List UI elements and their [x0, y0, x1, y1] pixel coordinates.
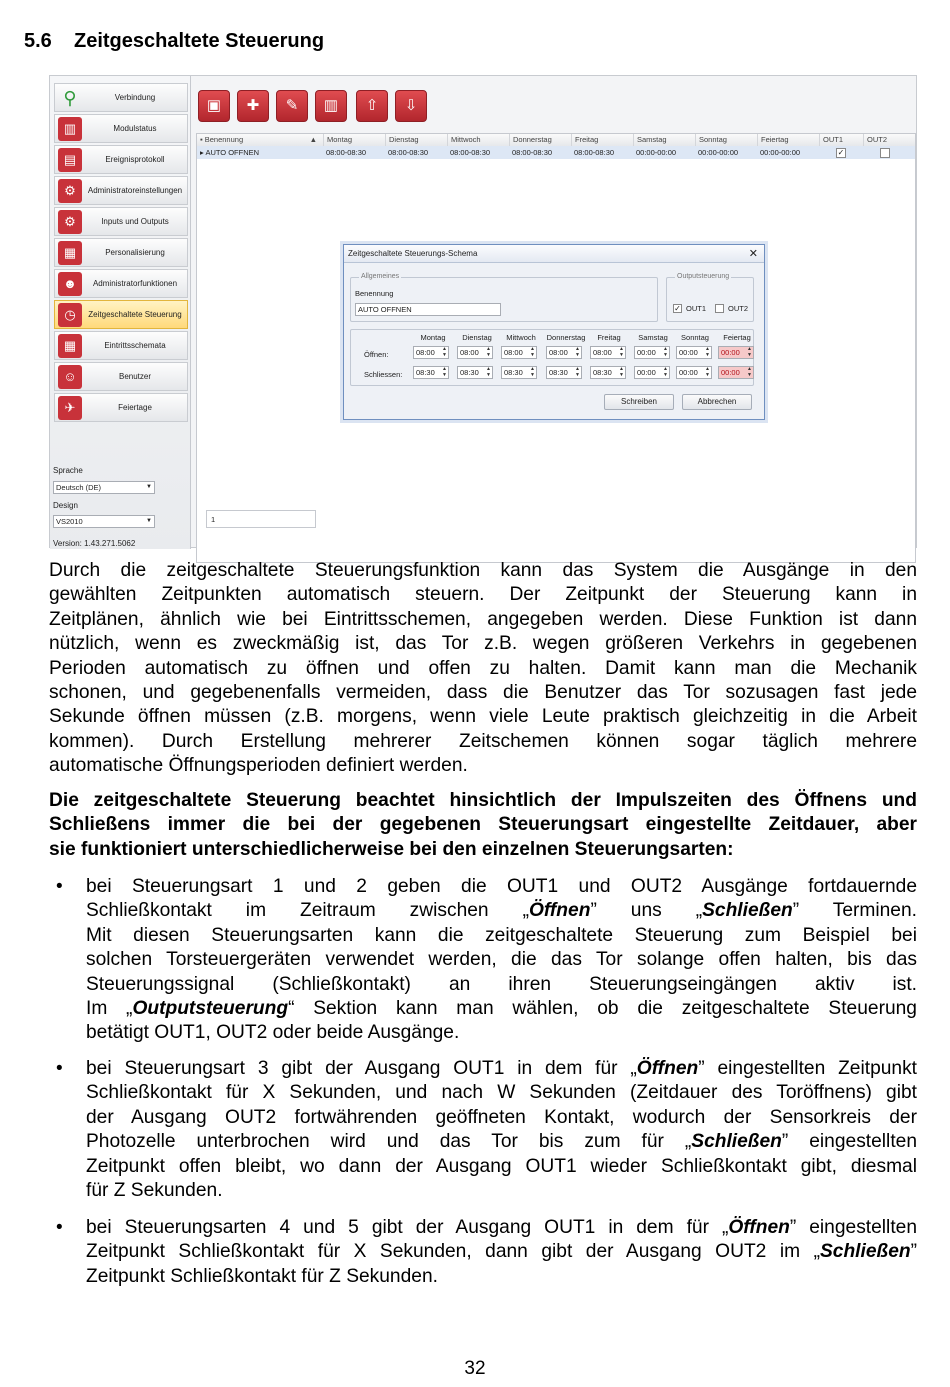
- open-time-input[interactable]: [634, 346, 670, 359]
- text-run: bei Steuerungsarten 4 und 5 gibt der Ausgang OUT1 in dem für „: [86, 1217, 729, 1238]
- row-name-cell: ▸ AUTO OFFNEN: [200, 148, 260, 157]
- text-line: sie funktioniert unterschiedlicherweise bei den einzelnen Steuerungsarten:: [49, 838, 734, 860]
- nav-item-personalisierung[interactable]: [54, 238, 188, 267]
- open-time-input[interactable]: [676, 346, 712, 359]
- cell-out2: [877, 146, 890, 159]
- general-fieldset: [350, 273, 658, 322]
- nav-item-administratorfunktionen[interactable]: [54, 269, 188, 298]
- emphasis: Öffnen: [636, 1058, 699, 1079]
- user-search-icon: ☻: [58, 272, 82, 296]
- column-header[interactable]: Freitag: [571, 134, 633, 146]
- emphasis: Schließen: [691, 1131, 782, 1153]
- nav-label: Eintrittsschemata: [104, 341, 166, 350]
- users-icon: ☺: [58, 365, 82, 389]
- text-run: Zeitpunkt Schließkontakt für X Sekunden, dann gibt der Ausgang OUT2 im „: [86, 1241, 820, 1263]
- version-text: Version: 1.43.271.5062: [53, 539, 136, 548]
- column-header[interactable]: Sonntag: [695, 134, 757, 146]
- time-value: 08:00: [460, 348, 479, 357]
- open-time-input[interactable]: [457, 346, 493, 359]
- cell-feiertag: 00:00-00:00: [760, 148, 801, 157]
- day-header: Montag: [420, 333, 446, 342]
- spinner-icon[interactable]: ▲ ▼: [619, 346, 624, 358]
- out2-checkbox[interactable]: [715, 304, 724, 313]
- time-value: 08:30: [593, 368, 612, 377]
- column-header[interactable]: ▪ Benennung ▲: [200, 135, 317, 144]
- usb-icon: ⚲: [63, 88, 77, 108]
- section-number: 5.6: [24, 30, 52, 52]
- column-header[interactable]: Samstag: [633, 134, 695, 146]
- bullet-item-2: [86, 1057, 917, 1203]
- language-select[interactable]: [53, 481, 155, 494]
- text-line: Zeitpunkt offen bleibt, wo dann der Ausgang OUT1 wieder Schließkontakt gibt, diesmal: [86, 1155, 917, 1177]
- time-value: 00:00: [637, 348, 656, 357]
- cell-sonntag: 00:00-00:00: [698, 148, 739, 157]
- time-value: 08:00: [504, 348, 523, 357]
- close-time-input[interactable]: [413, 366, 449, 379]
- spinner-icon[interactable]: ▲ ▼: [486, 366, 491, 378]
- nav-item-administratoreinstellungen[interactable]: [54, 176, 188, 205]
- holiday-icon: ✈: [58, 396, 82, 420]
- text-line: Sekunde öffnen müssen (z.B. morgens, wenn viele Leute praktisch gleichzeitig in die Arbeit: [49, 706, 917, 728]
- bullet-icon: •: [56, 876, 63, 897]
- out2-checkbox[interactable]: [880, 148, 890, 158]
- column-header[interactable]: Dienstag: [385, 134, 447, 146]
- spinner-icon[interactable]: ▲ ▼: [747, 346, 752, 358]
- nav-item-verbindung[interactable]: [54, 83, 188, 112]
- time-value: 08:30: [549, 368, 568, 377]
- close-time-input[interactable]: [634, 366, 670, 379]
- output-legend: Outputsteuerung: [677, 273, 730, 280]
- text-line: Perioden automatisch zu öffnen und offen zu halten. Damit kann man die Mechanik: [49, 657, 917, 679]
- out1-label: OUT1: [686, 304, 707, 313]
- cell-out1: [833, 146, 846, 159]
- open-time-input[interactable]: [413, 346, 449, 359]
- text-line: nützlich, wenn es zweckmäßig ist, das Tor z.B. wegen größeren Verkehrs in gegebenen: [49, 633, 917, 655]
- text-run: ” eingestellten: [789, 1217, 917, 1238]
- bullet-item-3: [86, 1216, 917, 1289]
- nav-label: Modulstatus: [113, 124, 157, 133]
- nav-label: Administratoreinstellungen: [87, 186, 183, 195]
- cell-dienstag: 08:00-08:30: [388, 148, 429, 157]
- text-run: “ Sektion kann man wählen, ob die zeitgeschaltete Steuerung: [288, 998, 917, 1020]
- document-gear-icon: ▦: [58, 241, 82, 265]
- day-header: Sonntag: [681, 333, 709, 342]
- nav-item-zeitgeschaltete-steuerung[interactable]: [54, 300, 188, 329]
- text-line: kommen). Durch Erstellung mehrerer Zeitschemen können sogar täglich mehrere: [49, 730, 917, 752]
- close-time-input[interactable]: [501, 366, 537, 379]
- text-run: Photozelle unterbrochen wird und das Tor bis zum für „: [86, 1131, 692, 1153]
- name-input[interactable]: AUTO OFFNEN: [355, 303, 501, 316]
- spinner-icon[interactable]: ▲ ▼: [442, 366, 447, 378]
- text-run: ” eingestellten: [781, 1131, 917, 1153]
- time-value: 00:00: [637, 368, 656, 377]
- time-value: 00:00: [721, 348, 740, 357]
- nav-label: Administratorfunktionen: [92, 279, 178, 288]
- time-value: 00:00: [679, 348, 698, 357]
- save-button[interactable]: [198, 90, 230, 122]
- nav-item-modulstatus[interactable]: [54, 114, 188, 143]
- time-value: 08:30: [460, 368, 479, 377]
- text-line: gewählten Zeitpunkten automatisch steuern. Der Zeitpunkt der Steuerung kann in: [49, 584, 917, 606]
- spinner-icon[interactable]: ▲ ▼: [530, 366, 535, 378]
- day-header: Samstag: [638, 333, 668, 342]
- nav-label: Inputs und Outputs: [101, 217, 169, 226]
- table-row[interactable]: [197, 146, 915, 159]
- text-line: automatische Öffnungsperioden definiert werden.: [49, 755, 468, 777]
- cancel-button[interactable]: Abbrechen: [682, 394, 752, 410]
- spinner-icon[interactable]: ▲ ▼: [575, 366, 580, 378]
- text-line: Die zeitgeschaltete Steuerung beachtet hinsichtlich der Impulszeiten des Öffnens und: [49, 790, 917, 811]
- spinner-icon[interactable]: ▲ ▼: [705, 346, 710, 358]
- column-header[interactable]: OUT2: [863, 134, 915, 146]
- text-line: solchen Torsteuergeräten verwendet werden, die das Tor solange offen halten, bis das: [86, 949, 917, 971]
- column-header[interactable]: Montag: [323, 134, 385, 146]
- text-line: Zeitplänen, ähnlich wie bei Eintrittsschemen, angegeben werden. Diese Funktion ist dann: [49, 608, 917, 630]
- nav-item-ereignisprotokoll[interactable]: [54, 145, 188, 174]
- calendar-clock-icon: ◷: [58, 303, 82, 327]
- time-value: 08:00: [549, 348, 568, 357]
- upload-icon: ⇧: [365, 97, 379, 114]
- emphasis: Outputsteuerung: [132, 998, 289, 1020]
- out1-checkbox[interactable]: ✓: [674, 304, 681, 313]
- intro-paragraph: [49, 559, 917, 779]
- sort-asc-icon: ▲: [309, 135, 317, 144]
- spinner-icon[interactable]: ▲ ▼: [530, 346, 535, 358]
- cell-mittwoch: 08:00-08:30: [450, 148, 491, 157]
- gears-icon: ⚙: [58, 179, 82, 203]
- text-line: bei Steuerungsart 1 und 2 geben die OUT1 und OUT2 Ausgänge fortdauernde: [86, 876, 917, 897]
- spinner-icon[interactable]: ▲ ▼: [442, 346, 447, 358]
- close-time-input[interactable]: [718, 366, 754, 379]
- gears-icon: ⚙: [58, 210, 82, 234]
- time-value: 08:30: [416, 368, 435, 377]
- nav-label: Benutzer: [118, 372, 152, 381]
- cell-freitag: 08:00-08:30: [574, 148, 615, 157]
- text-line: für Z Sekunden.: [86, 1180, 223, 1202]
- dialog-title: Zeitgeschaltete Steuerungs-Schema: [348, 249, 478, 258]
- emphasis: Öffnen: [528, 900, 591, 922]
- write-button[interactable]: Schreiben: [604, 394, 674, 410]
- time-value: 00:00: [721, 368, 740, 377]
- spinner-icon[interactable]: ▲ ▼: [705, 366, 710, 378]
- bullet-icon: •: [56, 1217, 63, 1238]
- add-button[interactable]: [237, 90, 269, 122]
- text-run: ” eingestellten Zeitpunkt: [698, 1058, 918, 1079]
- output-fieldset: [666, 273, 754, 322]
- nav-item-eintrittsschemata[interactable]: [54, 331, 188, 360]
- name-label: Benennung: [355, 289, 394, 298]
- bar-chart-icon: ▥: [58, 117, 82, 141]
- edit-button[interactable]: [276, 90, 308, 122]
- open-time-input[interactable]: [546, 346, 582, 359]
- text-line: Durch die zeitgeschaltete Steuerungsfunktion kann das System die Ausgänge in den: [49, 560, 917, 581]
- design-value: VS2010: [56, 517, 83, 526]
- download-icon: ⇩: [404, 97, 418, 114]
- open-time-input[interactable]: [590, 346, 626, 359]
- out2-label: OUT2: [728, 304, 749, 313]
- close-time-input[interactable]: [590, 366, 626, 379]
- text-line: Steuerungssignal (Schließkontakt) an ihren Steuerungseingängen aktiv ist.: [86, 973, 917, 995]
- cell-donnerstag: 08:00-08:30: [512, 148, 553, 157]
- general-legend: Allgemeines: [361, 273, 400, 280]
- section-heading: [24, 30, 324, 53]
- row-name: AUTO OFFNEN: [205, 148, 260, 157]
- calendar-icon: ▦: [58, 334, 82, 358]
- text-run: Schließkontakt im Zeitraum zwischen „: [86, 900, 529, 922]
- nav-label: Ereignisprotokoll: [105, 155, 165, 164]
- dialog-titlebar: [344, 245, 764, 263]
- nav-label: Verbindung: [114, 93, 156, 102]
- nav-label: Feiertage: [118, 403, 152, 412]
- time-value: 08:30: [504, 368, 523, 377]
- text-run: bei Steuerungsart 3 gibt der Ausgang OUT1 in dem für „: [86, 1058, 637, 1079]
- emphasis: Öffnen: [728, 1217, 790, 1238]
- bullet-icon: •: [56, 1058, 63, 1079]
- spinner-icon[interactable]: ▲ ▼: [486, 346, 491, 358]
- spinner-icon[interactable]: ▲ ▼: [575, 346, 580, 358]
- open-label: Öffnen:: [364, 350, 389, 359]
- nav-item-feiertage[interactable]: [54, 393, 188, 422]
- text-line: [86, 1240, 917, 1264]
- column-header[interactable]: OUT1: [819, 134, 863, 146]
- emphasis: Schließen: [702, 900, 793, 922]
- upload-button[interactable]: [356, 90, 388, 122]
- trash-icon: ▥: [323, 97, 339, 114]
- close-label: Schliessen:: [364, 370, 403, 379]
- text-line: schonen, und gegebenenfalls vermeiden, dass die Benutzer das Tor sozusagen fast jede: [49, 682, 917, 704]
- chevron-down-icon: ▼: [146, 484, 152, 490]
- text-line: betätigt OUT1, OUT2 oder beide Ausgänge.: [86, 1022, 460, 1044]
- design-select[interactable]: [53, 515, 155, 528]
- spinner-icon[interactable]: ▲ ▼: [663, 346, 668, 358]
- close-icon[interactable]: ✕: [748, 248, 758, 260]
- text-line: Schließkontakt für X Sekunden, und nach W Sekunden (Zeitdauer des Toröffnens) gibt: [86, 1082, 917, 1104]
- cell-samstag: 00:00-00:00: [636, 148, 677, 157]
- text-line: [86, 899, 917, 923]
- text-line: Schließens immer die bei der gegebenen Steuerungsart eingestellte Zeitdauer, aber: [49, 814, 917, 836]
- add-icon: ✚: [246, 97, 260, 114]
- out1-checkbox[interactable]: ✓: [837, 148, 845, 158]
- delete-button[interactable]: [315, 90, 347, 122]
- bold-paragraph: [49, 789, 917, 862]
- time-value: 08:00: [593, 348, 612, 357]
- text-run: Im „: [86, 998, 133, 1020]
- spinner-icon[interactable]: ▲ ▼: [619, 366, 624, 378]
- close-time-input[interactable]: [546, 366, 582, 379]
- text-line: [86, 1216, 917, 1240]
- time-value: 08:00: [416, 348, 435, 357]
- spinner-icon[interactable]: ▲ ▼: [663, 366, 668, 378]
- times-fieldset: [350, 329, 754, 386]
- text-line: der Ausgang OUT2 fortwährenden geöffneten Kontakt, wodurch der Sensorkreis der: [86, 1106, 917, 1128]
- text-line: [86, 1130, 917, 1154]
- text-run: ”: [910, 1241, 917, 1263]
- day-header: Mittwoch: [506, 333, 536, 342]
- close-time-input[interactable]: [457, 366, 493, 379]
- day-header: Feiertag: [723, 333, 751, 342]
- day-header: Dienstag: [462, 333, 492, 342]
- language-value: Deutsch (DE): [56, 483, 102, 492]
- status-bar: [196, 509, 916, 534]
- close-time-input[interactable]: [676, 366, 712, 379]
- app-screenshot: [49, 75, 917, 548]
- column-header[interactable]: Feiertag: [757, 134, 819, 146]
- day-header: Donnerstag: [546, 333, 586, 342]
- text-run: ” Terminen.: [792, 900, 917, 922]
- nav-item-benutzer[interactable]: [54, 362, 188, 391]
- text-line: Zeitpunkt Schließkontakt für Z Sekunden.: [86, 1265, 438, 1287]
- download-button[interactable]: [395, 90, 427, 122]
- text-line: [86, 1057, 917, 1081]
- text-line: Mit diesen Steuerungsarten kann die zeitgeschaltete Steuerung zum Beispiel bei: [86, 924, 917, 946]
- nav-item-inputs-outputs[interactable]: [54, 207, 188, 236]
- time-value: 00:00: [679, 368, 698, 377]
- navigation-panel: [50, 76, 191, 549]
- column-header[interactable]: Donnerstag: [509, 134, 571, 146]
- column-header-label: Benennung: [204, 135, 244, 144]
- nav-label: Zeitgeschaltete Steuerung: [88, 310, 182, 319]
- record-count-field[interactable]: 1: [206, 510, 316, 528]
- save-icon: ▣: [206, 97, 222, 114]
- text-run: ” uns „: [590, 900, 703, 922]
- chevron-down-icon: ▼: [146, 518, 152, 524]
- toolbar: [196, 86, 916, 131]
- bullet-item-1: [86, 875, 917, 1046]
- design-label: Design: [53, 501, 78, 510]
- open-time-input[interactable]: [501, 346, 537, 359]
- text-line: [86, 997, 917, 1021]
- language-label: Sprache: [53, 466, 83, 475]
- emphasis: Schließen: [819, 1241, 911, 1263]
- clipboard-icon: ▤: [58, 148, 82, 172]
- column-header[interactable]: Mittwoch: [447, 134, 509, 146]
- nav-label: Personalisierung: [105, 248, 165, 257]
- spinner-icon[interactable]: ▲ ▼: [747, 366, 752, 378]
- page-number: 32: [464, 1358, 486, 1379]
- edit-icon: ✎: [285, 97, 299, 114]
- open-time-input[interactable]: [718, 346, 754, 359]
- schedule-dialog: [343, 244, 765, 420]
- cell-montag: 08:00-08:30: [326, 148, 367, 157]
- section-title: Zeitgeschaltete Steuerung: [74, 30, 325, 52]
- day-header: Freitag: [597, 333, 621, 342]
